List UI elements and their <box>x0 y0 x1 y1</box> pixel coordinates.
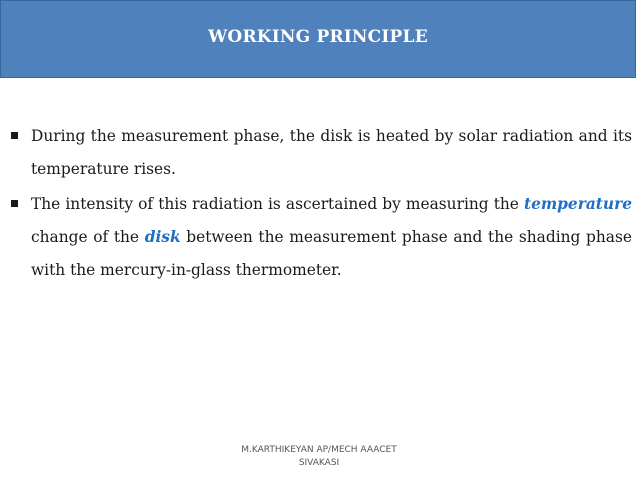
emphasis-temperature: temperature <box>523 195 632 213</box>
footer <box>219 444 419 470</box>
footer-line-1: M.KARTHIKEYAN AP/MECH AAACET <box>241 445 397 455</box>
slide-title: WORKING PRINCIPLE <box>208 27 428 47</box>
bullet-text-segment: The intensity of this radiation is ascertained by measuring the <box>31 195 524 213</box>
bullet-item <box>10 188 632 287</box>
square-bullet-icon <box>11 132 18 139</box>
bullet-text-segment: change of the <box>31 228 145 246</box>
title-bar <box>0 0 636 78</box>
footer-line-2: SIVAKASI <box>298 458 340 468</box>
square-bullet-icon <box>11 200 18 207</box>
bullet-item <box>10 120 632 186</box>
bullet-text-segment: between the measurement phase and the shading phase with the mercury-in-glass thermometer. <box>31 228 632 279</box>
bullet-text: During the measurement phase, the disk is heated by solar radiation and its temperature rises. <box>31 127 632 178</box>
bullet-list <box>10 120 632 289</box>
emphasis-disk: disk <box>144 228 181 246</box>
